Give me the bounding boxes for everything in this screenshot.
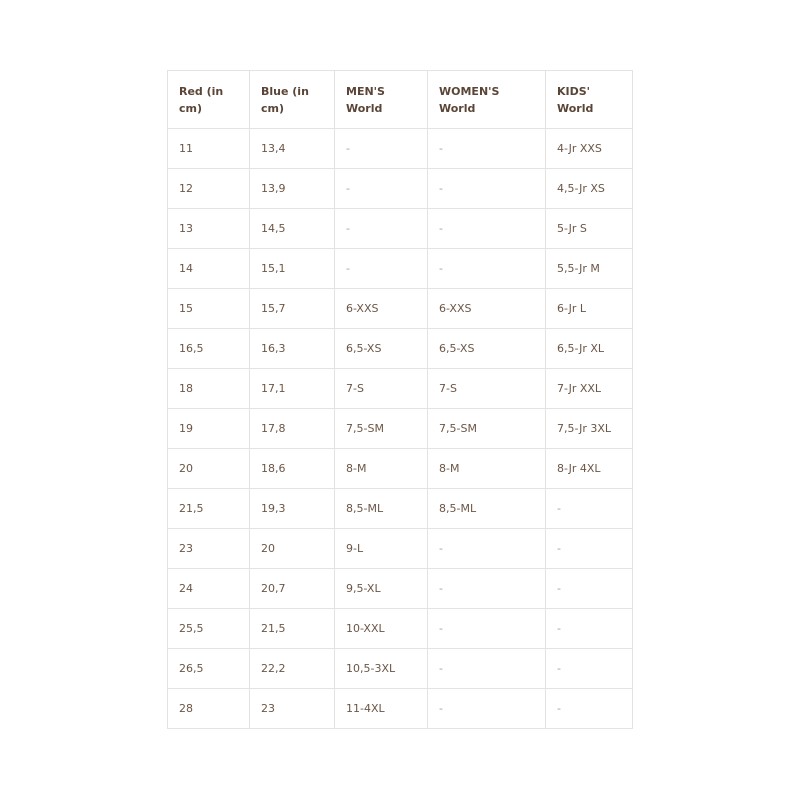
blue-cm-cell: 21,5 — [250, 609, 335, 649]
red-cm-cell: 24 — [168, 569, 250, 609]
mens-size-cell: 8,5-ML — [335, 489, 428, 529]
table-row — [168, 209, 633, 249]
womens-size-cell: - — [428, 129, 546, 169]
mens-size-cell: 7,5-SM — [335, 409, 428, 449]
blue-cm-cell: 20 — [250, 529, 335, 569]
header-red-cm: Red (in cm) — [168, 71, 250, 129]
red-cm-cell: 26,5 — [168, 649, 250, 689]
red-cm-cell: 23 — [168, 529, 250, 569]
womens-size-cell: 8-M — [428, 449, 546, 489]
kids-size-cell: 4,5-Jr XS — [546, 169, 633, 209]
mens-size-cell: - — [335, 129, 428, 169]
blue-cm-cell: 20,7 — [250, 569, 335, 609]
table-row — [168, 289, 633, 329]
table-row — [168, 369, 633, 409]
table-row — [168, 529, 633, 569]
table-row — [168, 249, 633, 289]
womens-size-cell: - — [428, 529, 546, 569]
womens-size-cell: 7-S — [428, 369, 546, 409]
blue-cm-cell: 18,6 — [250, 449, 335, 489]
kids-size-cell: - — [546, 529, 633, 569]
red-cm-cell: 16,5 — [168, 329, 250, 369]
kids-size-cell: - — [546, 649, 633, 689]
womens-size-cell: 6-XXS — [428, 289, 546, 329]
kids-size-cell: 5,5-Jr M — [546, 249, 633, 289]
red-cm-cell: 11 — [168, 129, 250, 169]
table-row — [168, 569, 633, 609]
blue-cm-cell: 19,3 — [250, 489, 335, 529]
kids-size-cell: - — [546, 689, 633, 729]
header-womens-world: WOMEN'S World — [428, 71, 546, 129]
blue-cm-cell: 13,4 — [250, 129, 335, 169]
blue-cm-cell: 14,5 — [250, 209, 335, 249]
red-cm-cell: 12 — [168, 169, 250, 209]
table-row — [168, 129, 633, 169]
table-row — [168, 169, 633, 209]
red-cm-cell: 28 — [168, 689, 250, 729]
size-table — [167, 70, 633, 729]
red-cm-cell: 20 — [168, 449, 250, 489]
size-chart — [167, 70, 632, 729]
blue-cm-cell: 15,7 — [250, 289, 335, 329]
red-cm-cell: 18 — [168, 369, 250, 409]
table-row — [168, 489, 633, 529]
header-mens-world: MEN'S World — [335, 71, 428, 129]
mens-size-cell: 9-L — [335, 529, 428, 569]
womens-size-cell: - — [428, 649, 546, 689]
table-row — [168, 609, 633, 649]
red-cm-cell: 25,5 — [168, 609, 250, 649]
mens-size-cell: 6-XXS — [335, 289, 428, 329]
blue-cm-cell: 23 — [250, 689, 335, 729]
blue-cm-cell: 17,8 — [250, 409, 335, 449]
table-body — [168, 129, 633, 729]
kids-size-cell: 4-Jr XXS — [546, 129, 633, 169]
womens-size-cell: - — [428, 609, 546, 649]
mens-size-cell: 11-4XL — [335, 689, 428, 729]
table-row — [168, 449, 633, 489]
red-cm-cell: 13 — [168, 209, 250, 249]
kids-size-cell: 5-Jr S — [546, 209, 633, 249]
table-header — [168, 71, 633, 129]
womens-size-cell: - — [428, 249, 546, 289]
blue-cm-cell: 15,1 — [250, 249, 335, 289]
kids-size-cell: 7-Jr XXL — [546, 369, 633, 409]
mens-size-cell: 9,5-XL — [335, 569, 428, 609]
mens-size-cell: 10-XXL — [335, 609, 428, 649]
mens-size-cell: 8-M — [335, 449, 428, 489]
blue-cm-cell: 16,3 — [250, 329, 335, 369]
mens-size-cell: - — [335, 209, 428, 249]
mens-size-cell: 10,5-3XL — [335, 649, 428, 689]
mens-size-cell: - — [335, 169, 428, 209]
mens-size-cell: 6,5-XS — [335, 329, 428, 369]
kids-size-cell: 6-Jr L — [546, 289, 633, 329]
red-cm-cell: 19 — [168, 409, 250, 449]
womens-size-cell: 8,5-ML — [428, 489, 546, 529]
mens-size-cell: 7-S — [335, 369, 428, 409]
table-row — [168, 329, 633, 369]
blue-cm-cell: 13,9 — [250, 169, 335, 209]
womens-size-cell: 6,5-XS — [428, 329, 546, 369]
header-row — [168, 71, 633, 129]
table-row — [168, 649, 633, 689]
table-row — [168, 409, 633, 449]
red-cm-cell: 15 — [168, 289, 250, 329]
kids-size-cell: - — [546, 569, 633, 609]
kids-size-cell: 8-Jr 4XL — [546, 449, 633, 489]
womens-size-cell: - — [428, 169, 546, 209]
womens-size-cell: 7,5-SM — [428, 409, 546, 449]
red-cm-cell: 14 — [168, 249, 250, 289]
blue-cm-cell: 17,1 — [250, 369, 335, 409]
mens-size-cell: - — [335, 249, 428, 289]
red-cm-cell: 21,5 — [168, 489, 250, 529]
blue-cm-cell: 22,2 — [250, 649, 335, 689]
header-kids-world: KIDS' World — [546, 71, 633, 129]
kids-size-cell: - — [546, 489, 633, 529]
womens-size-cell: - — [428, 209, 546, 249]
kids-size-cell: 6,5-Jr XL — [546, 329, 633, 369]
table-row — [168, 689, 633, 729]
header-blue-cm: Blue (in cm) — [250, 71, 335, 129]
womens-size-cell: - — [428, 689, 546, 729]
kids-size-cell: 7,5-Jr 3XL — [546, 409, 633, 449]
womens-size-cell: - — [428, 569, 546, 609]
kids-size-cell: - — [546, 609, 633, 649]
